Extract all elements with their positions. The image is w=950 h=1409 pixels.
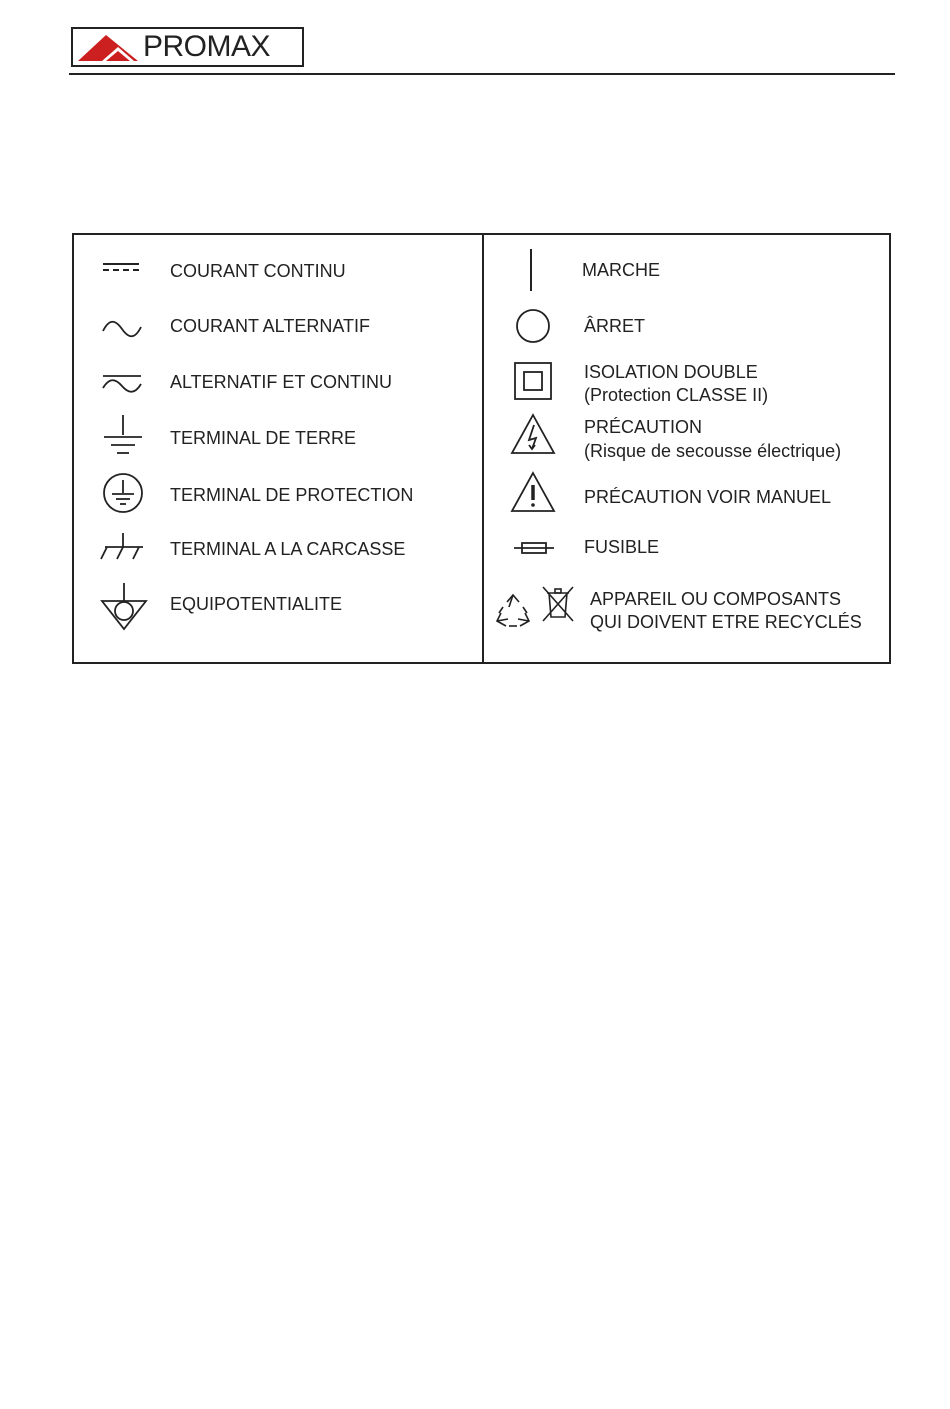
symbol-label: PRÉCAUTION VOIR MANUEL (584, 487, 832, 507)
promax-logo-icon (76, 33, 140, 63)
symbol-sublabel: (Risque de secousse électrique) (584, 441, 842, 461)
symbol-label: APPAREIL OU COMPOSANTS (590, 589, 842, 609)
symbol-label: TERMINAL A LA CARCASSE (170, 539, 406, 559)
symbol-label: EQUIPOTENTIALITE (170, 594, 343, 614)
safety-symbols-table (72, 233, 891, 664)
symbol-sublabel: (Protection CLASSE II) (584, 385, 769, 405)
direct-current-icon (101, 261, 141, 273)
caution-manual-icon (510, 471, 556, 513)
power-on-icon (526, 247, 536, 293)
symbol-sublabel: QUI DOIVENT ETRE RECYCLÉS (590, 612, 862, 632)
equipotentiality-icon (100, 581, 148, 633)
symbol-label: COURANT ALTERNATIF (170, 316, 371, 336)
double-insulation-icon (513, 361, 553, 401)
brand-name: PROMAX (143, 30, 271, 63)
symbol-label: ALTERNATIF ET CONTINU (170, 372, 393, 392)
electric-shock-warning-icon (510, 413, 556, 455)
brand-logo (71, 27, 304, 67)
power-off-icon (514, 307, 552, 345)
protective-earth-icon (101, 471, 145, 515)
symbol-label: MARCHE (582, 260, 661, 280)
fuse-icon (514, 541, 554, 555)
symbol-label: ÂRRET (584, 316, 646, 336)
symbol-label: ISOLATION DOUBLE (584, 362, 758, 382)
symbol-label: COURANT CONTINU (170, 261, 346, 281)
symbol-label: TERMINAL DE TERRE (170, 428, 357, 448)
earth-ground-icon (102, 413, 144, 459)
alternating-current-icon (101, 319, 143, 339)
ac-dc-icon (101, 373, 143, 395)
crossed-bin-icon (541, 585, 577, 623)
header-divider (69, 73, 895, 75)
symbol-label: PRÉCAUTION (584, 417, 703, 437)
symbol-label: TERMINAL DE PROTECTION (170, 485, 414, 505)
recycle-icon (494, 593, 532, 629)
chassis-ground-icon (99, 531, 147, 561)
symbol-label: FUSIBLE (584, 537, 660, 557)
column-divider (482, 235, 484, 662)
